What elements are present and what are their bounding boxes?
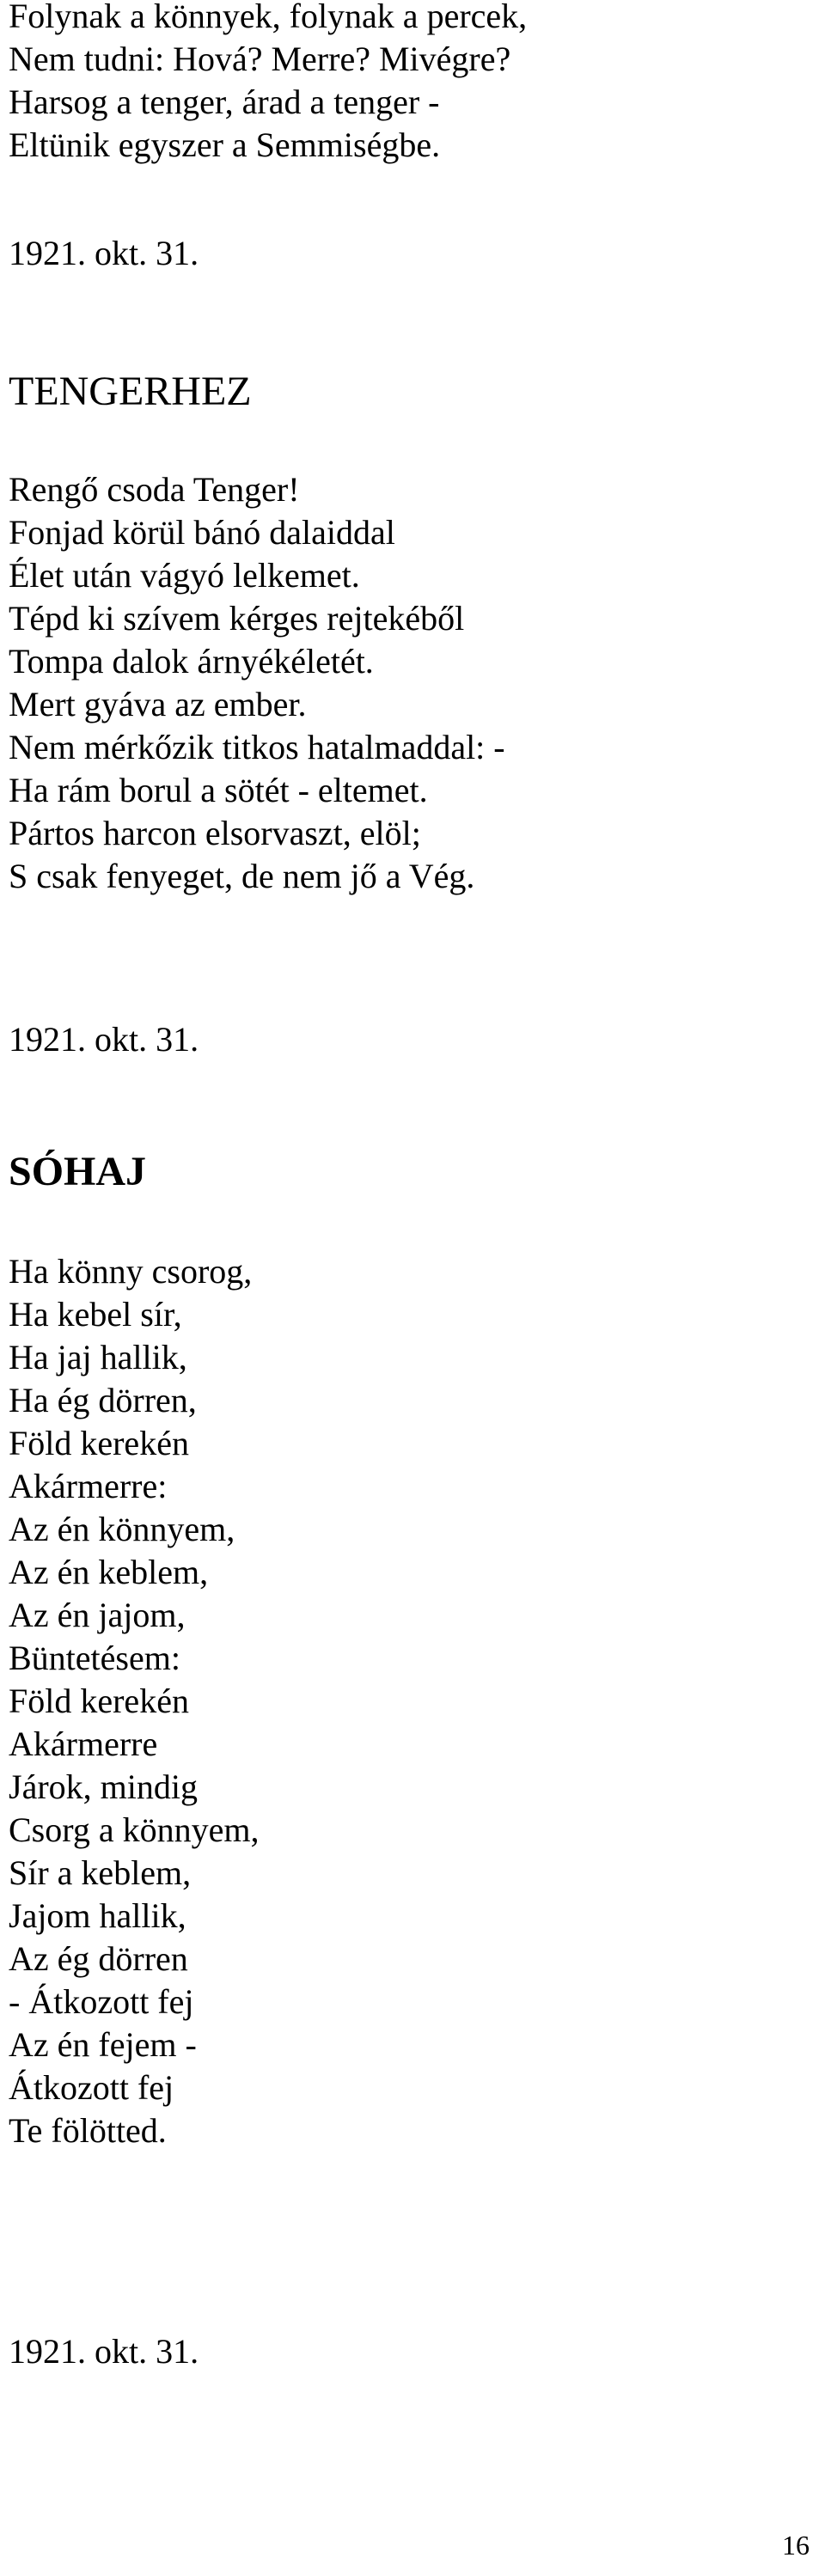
poem-line: Csorg a könnyem, (9, 1810, 260, 1849)
poem-line: - Átkozott fej (9, 1982, 194, 2021)
poem-1-stanza (9, 0, 527, 167)
poem-line: Fonjad körül bánó dalaiddal (9, 513, 395, 552)
poem-line: Ha könny csorog, (9, 1252, 253, 1291)
poem-line: Akármerre: (9, 1467, 168, 1505)
poem-line: Ha ég dörren, (9, 1381, 197, 1419)
poem-line: Ha rám borul a sötét - eltemet. (9, 771, 428, 809)
poem-line: Nem tudni: Hová? Merre? Mivégre? (9, 40, 511, 78)
poem-line: Föld kerekén (9, 1682, 189, 1720)
poem-line: Az én jajom, (9, 1596, 186, 1634)
poem-line: Eltünik egyszer a Semmiségbe. (9, 125, 441, 164)
poem-line: Ha jaj hallik, (9, 1338, 187, 1377)
poem-line: Az én fejem - (9, 2025, 197, 2064)
poem-line: Ha kebel sír, (9, 1295, 182, 1334)
poem-line: Jajom hallik, (9, 1896, 186, 1935)
poem-line: S csak fenyeget, de nem jő a Vég. (9, 857, 475, 895)
poem-line: Tompa dalok árnyékéletét. (9, 642, 374, 681)
poem-line: Járok, mindig (9, 1767, 198, 1806)
poem-line: Akármerre (9, 1724, 158, 1763)
poem-line: Rengő csoda Tenger! (9, 470, 300, 509)
poem-line: Nem mérkőzik titkos hatalmaddal: - (9, 728, 505, 766)
poem-line: Pártos harcon elsorvaszt, elöl; (9, 814, 421, 852)
poem-2-stanza (9, 468, 505, 898)
poem-line: Átkozott fej (9, 2068, 174, 2107)
poem-3-date: 1921. okt. 31. (9, 2332, 199, 2371)
poem-line: Harsog a tenger, árad a tenger - (9, 82, 440, 121)
poem-line: Sír a keblem, (9, 1853, 192, 1892)
page-number: 16 (782, 2530, 810, 2561)
poem-line: Folynak a könnyek, folynak a percek, (9, 0, 528, 35)
poem-line: Tépd ki szívem kérges rejtekéből (9, 599, 465, 638)
poem-line: Föld kerekén (9, 1424, 189, 1462)
poem-line: Te fölötted. (9, 2111, 167, 2150)
poem-3-stanza (9, 1250, 259, 2152)
poem-line: Mert gyáva az ember. (9, 685, 307, 723)
poem-line: Büntetésem: (9, 1639, 180, 1677)
poem-2-date: 1921. okt. 31. (9, 1020, 199, 1059)
poem-line: Az én keblem, (9, 1553, 209, 1591)
poem-line: Az ég dörren (9, 1939, 188, 1978)
poem-1-date: 1921. okt. 31. (9, 234, 199, 272)
poem-2-title: TENGERHEZ (9, 369, 252, 414)
poem-line: Az én könnyem, (9, 1510, 235, 1548)
poem-3-title: SÓHAJ (9, 1149, 147, 1194)
poem-line: Élet után vágyó lelkemet. (9, 556, 360, 595)
